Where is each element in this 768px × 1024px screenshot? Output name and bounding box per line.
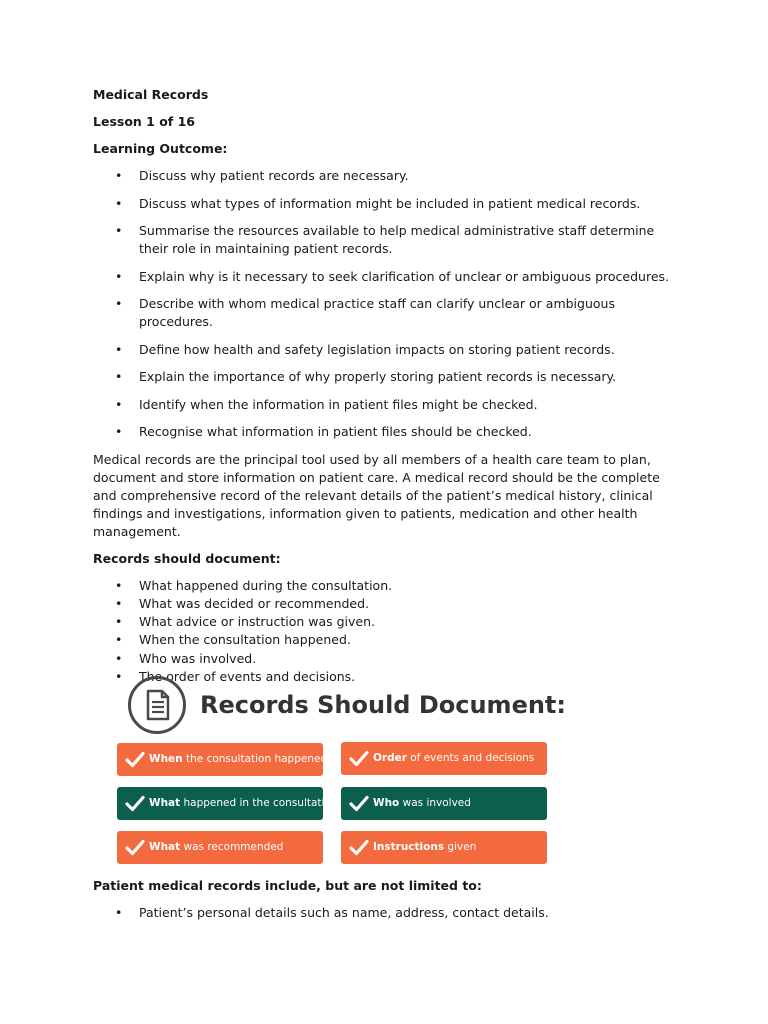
list-item: • What happened during the consultation. (115, 577, 393, 593)
list-item: • Define how health and safety legislation impacts on storing patient records. (115, 341, 615, 357)
records-label: Records should document: (93, 550, 281, 566)
document-title: Medical Records (93, 87, 209, 102)
bullet: • (115, 168, 123, 183)
pill-when: When the consultation happened (117, 743, 323, 776)
list-item: • Who was involved. (115, 650, 257, 666)
check-icon (349, 750, 369, 767)
bullet: • (115, 369, 123, 384)
bullet: • (115, 223, 123, 238)
list-item: • Discuss what types of information might be included in patient medical records. (115, 195, 641, 211)
list-item: • Recognise what information in patient files should be checked. (115, 424, 532, 439)
records-list (93, 577, 683, 686)
bullet: • (115, 577, 123, 593)
pill-instructions: Instructions given (341, 831, 547, 864)
check-icon (125, 795, 145, 812)
patient-section (93, 877, 683, 932)
list-item: • Explain why is it necessary to seek clarification of unclear or ambiguous procedures. (115, 268, 669, 284)
bullet: • (115, 268, 123, 284)
bullet: • (115, 614, 123, 630)
bullet: • (115, 905, 123, 920)
learning-outcome-label: Learning Outcome: (93, 141, 228, 156)
bullet: • (115, 296, 123, 311)
infographic-title: Records Should Document: (200, 691, 566, 719)
bullet: • (115, 424, 123, 439)
bullet: • (115, 650, 123, 666)
bullet: • (115, 195, 123, 211)
pill-what-recommended: What was recommended (117, 831, 323, 864)
pill-who: Who was involved (341, 787, 547, 820)
bullet: • (115, 595, 123, 611)
patient-records-label: Patient medical records include, but are not limited to: (93, 878, 482, 893)
list-item: • Identify when the information in patient files might be checked. (115, 396, 538, 412)
document-body (93, 86, 683, 702)
document-icon (128, 676, 186, 734)
list-item: • Patient’s personal details such as name, address, contact details. (115, 905, 549, 920)
check-icon (125, 839, 145, 856)
bullet: • (115, 632, 123, 648)
records-infographic (116, 676, 566, 866)
check-icon (349, 839, 369, 856)
lesson-number: Lesson 1 of 16 (93, 114, 195, 129)
bullet: • (115, 341, 123, 357)
list-item: • When the consultation happened. (115, 632, 351, 648)
list-item: • What was decided or recommended. (115, 595, 370, 611)
check-icon (349, 795, 369, 812)
bullet: • (115, 668, 123, 684)
intro-paragraph: Medical records are the principal tool used by all members of a health care team to plan, document and store information on patient care. A medical record should be the complete and comprehensive record of the relevant details of the patient’s medical history, clinical findings and investigations, information given to patients, medication and other health management. (93, 451, 660, 539)
pill-what-happened: What happened in the consultation (117, 787, 323, 820)
bullet: • (115, 396, 123, 412)
check-icon (125, 751, 145, 768)
patient-records-list (93, 904, 683, 922)
pill-order: Order of events and decisions (341, 742, 547, 775)
list-item: • Explain the importance of why properly storing patient records is necessary. (115, 369, 617, 384)
list-item: • The order of events and decisions. (115, 668, 356, 684)
list-item: • Summarise the resources available to help medical administrative staff determine their role in maintaining patient records. (115, 223, 655, 256)
list-item: • What advice or instruction was given. (115, 614, 375, 630)
learning-outcome-list (93, 167, 683, 441)
list-item: • Discuss why patient records are necessary. (115, 168, 409, 183)
list-item: • Describe with whom medical practice staff can clarify unclear or ambiguous procedures. (115, 296, 615, 329)
